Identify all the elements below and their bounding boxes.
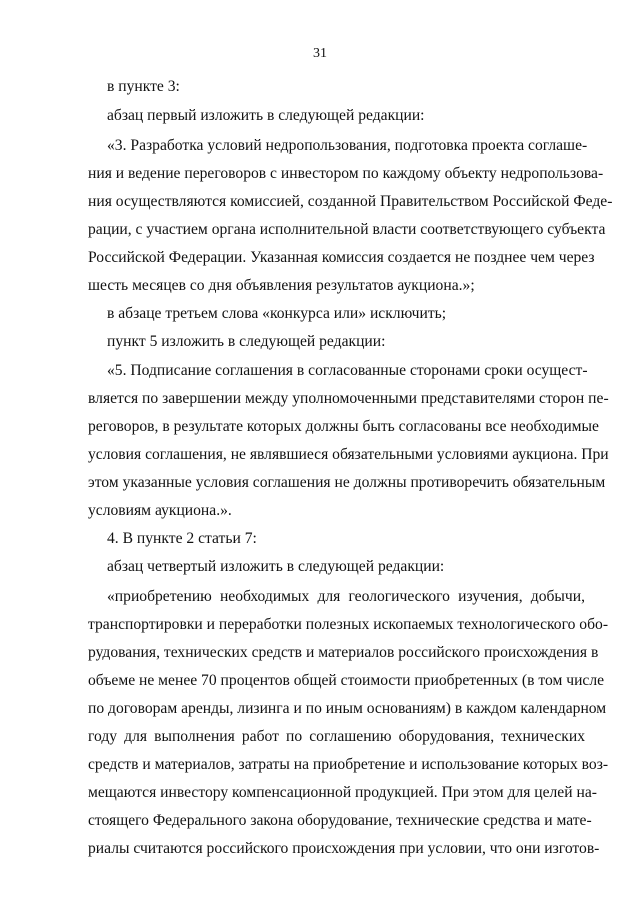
paragraph-line: реговоров, в результате которых должны быть согласованы все необходимые — [88, 418, 599, 435]
paragraph-line: этом указанные условия соглашения не должны противоречить обязательным — [88, 474, 606, 491]
paragraph-line: абзац четвертый изложить в следующей редакции: — [107, 558, 445, 575]
paragraph-line: шесть месяцев со дня объявления результатов аукциона.»; — [88, 277, 475, 294]
paragraph-line: рудования, технических средств и материалов российского происхождения в — [88, 644, 599, 661]
paragraph-line: ния и ведение переговоров с инвестором по каждому объекту недропользова- — [88, 165, 604, 182]
paragraph-line: «3. Разработка условий недропользования, подготовка проекта соглаше- — [107, 137, 588, 154]
paragraph-line: средств и материалов, затраты на приобретение и использование которых воз- — [88, 756, 609, 773]
paragraph-line: рации, с участием органа исполнительной власти соответствующего субъекта — [88, 221, 606, 238]
paragraph-line: транспортировки и переработки полезных ископаемых технологического обо- — [88, 616, 609, 633]
paragraph-line: году для выполнения работ по соглашению оборудования, технических — [88, 728, 585, 745]
paragraph-line: условиям аукциона.». — [88, 502, 232, 519]
paragraph-line: «5. Подписание соглашения в согласованные сторонами сроки осущест- — [107, 362, 588, 379]
paragraph-line: пункт 5 изложить в следующей редакции: — [107, 333, 386, 350]
paragraph-line: стоящего Федерального закона оборудование, технические средства и мате- — [88, 812, 592, 829]
paragraph-line: условия соглашения, не являвшиеся обязательными условиями аукциона. При — [88, 446, 609, 463]
paragraph-line: объеме не менее 70 процентов общей стоимости приобретенных (в том числе — [88, 672, 605, 689]
paragraph-line: Российской Федерации. Указанная комиссия создается не позднее чем через — [88, 249, 595, 266]
paragraph-line: по договорам аренды, лизинга и по иным основаниям) в каждом календарном — [88, 700, 607, 717]
paragraph-line: абзац первый изложить в следующей редакции: — [107, 107, 425, 124]
paragraph-line: ния осуществляются комиссией, созданной Правительством Российской Феде- — [88, 193, 613, 210]
paragraph-line: 4. В пункте 2 статьи 7: — [107, 530, 257, 547]
paragraph-line: «приобретению необходимых для геологического изучения, добычи, — [107, 588, 585, 605]
paragraph-line: в абзаце третьем слова «конкурса или» исключить; — [107, 305, 447, 322]
page-number: 31 — [313, 46, 327, 61]
paragraph-line: в пункте 3: — [107, 78, 180, 95]
paragraph-line: вляется по завершении между уполномоченными представителями сторон пе- — [88, 390, 609, 407]
paragraph-line: мещаются инвестору компенсационной продукцией. При этом для целей на- — [88, 784, 597, 801]
paragraph-line: риалы считаются российского происхождения при условии, что они изготов- — [88, 840, 600, 857]
